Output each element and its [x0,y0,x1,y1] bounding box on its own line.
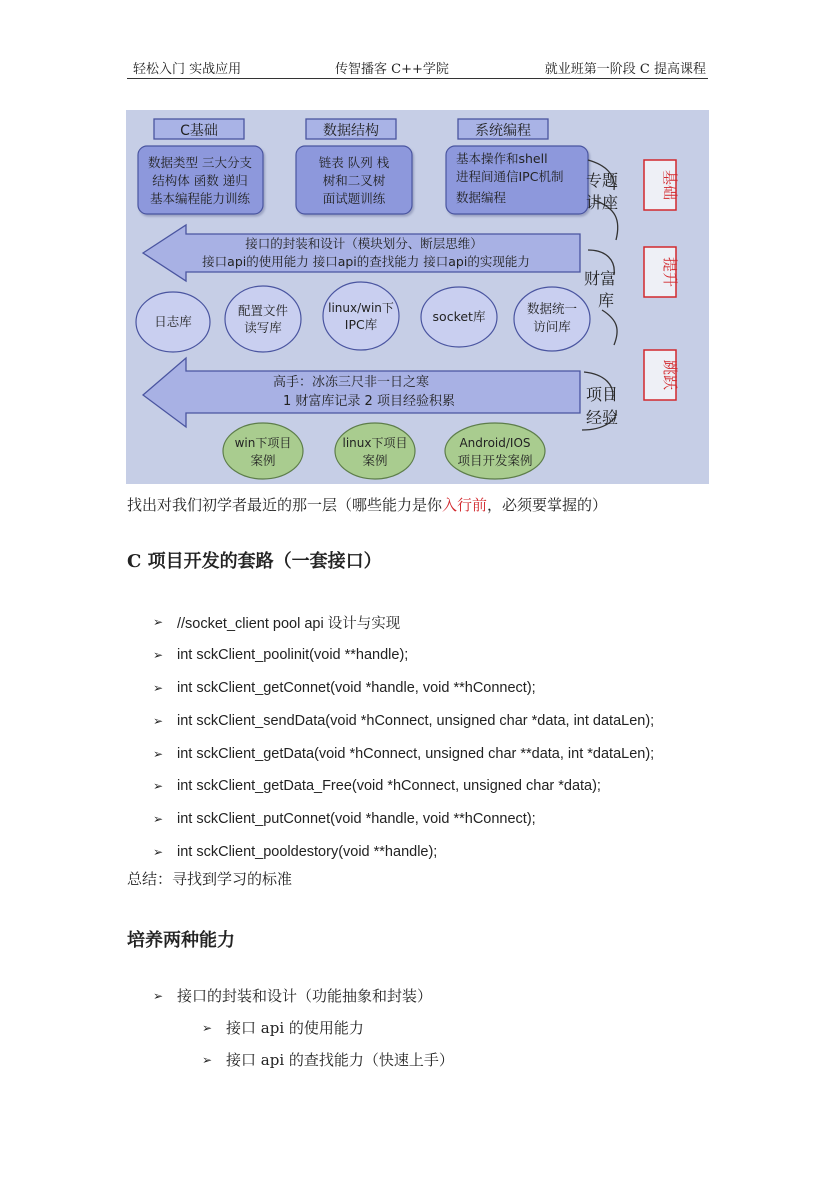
project-win [223,423,303,479]
project-mobile [445,423,545,479]
list-item [153,770,654,803]
lib-line: 配置文件 [237,303,289,318]
stamp-char: 跳跃 [661,359,679,391]
header-left: 轻松入门 实战应用 [133,62,242,77]
arrow-line: 接口api的使用能力 接口api的查找能力 接口api的实现能力 [202,254,530,269]
stamp-leap [644,350,679,400]
page-header [127,56,708,79]
project-line: linux下项目 [342,436,408,450]
project-line: 案例 [362,453,388,468]
box-line: 进程间通信IPC机制 [456,169,564,184]
side-line: 库 [598,291,615,310]
arrow-bullet-icon: ➢ [153,713,164,728]
box-line: 基本编程能力训练 [149,191,251,206]
section-title-project-method: C 项目开发的套路（一套接口） [127,551,382,572]
arrow-bullet-icon: ➢ [153,680,164,695]
list-item [153,704,654,737]
side-label-wealth-library [584,269,616,310]
list-item [153,737,654,770]
box-line: 树和二叉树 [322,173,386,188]
side-line: 项目 [586,385,619,404]
lib-line: 日志库 [154,314,192,329]
box-line: 面试题训练 [322,191,386,206]
list-item-text: //socket_client pool api 设计与实现 [177,615,401,632]
list-item [153,803,654,836]
ability-text: 接口的封装和设计（功能抽象和封装） [177,987,433,1005]
arrow-line: 接口的封装和设计（模块划分、断层思维） [245,236,483,251]
box-data-structures [296,146,412,214]
side-line: 经验 [586,408,619,427]
lib-line: 数据统一 [526,301,578,316]
project-line: win下项目 [234,436,292,450]
arrow-bullet-icon: ➢ [153,648,164,663]
lib-ipc [323,282,399,350]
ability-text: 接口 api 的使用能力 [226,1019,364,1037]
lib-line: 访问库 [533,319,571,334]
header-right: 就业班第一阶段 C 提高课程 [544,62,706,77]
tab-label: C基础 [180,123,218,139]
lib-data-access [514,287,590,351]
caption-text-after: ，必须要掌握的） [487,496,608,514]
list-item [153,639,654,672]
lib-line: linux/win下 [328,301,394,315]
list-item [153,606,654,639]
stamp-improve [644,247,679,297]
arrow-line: 1 财富库记录 2 项目经验积累 [283,394,455,409]
section-title-two-abilities: 培养两种能力 [127,930,235,951]
learning-path-diagram [126,110,709,484]
arrow-bullet-icon: ➢ [153,844,164,859]
list-item-text: int sckClient_sendData(void *hConnect, unsigned char *data, int dataLen); [177,712,655,729]
lib-line: 读写库 [244,320,282,335]
side-label-lectures [586,171,618,212]
list-item-text: int sckClient_getConnet(void *handle, void **hConnect); [177,679,536,696]
header-center: 传智播客 C++学院 [335,62,449,77]
lib-line: IPC库 [344,317,378,332]
lib-line: socket库 [432,309,486,324]
stamp-char: 提升 [661,256,679,288]
box-line: 基本操作和shell [456,151,548,166]
arrow-bullet-icon: ➢ [153,779,164,794]
lib-socket [421,287,497,347]
stamp-char: 基础 [661,169,679,201]
project-line: 项目开发案例 [457,453,533,468]
list-item-text: int sckClient_putConnet(void *handle, void **hConnect); [177,811,536,828]
side-label-project-experience [586,385,618,427]
caption-text-before: 找出对我们初学者最近的那一层（哪些能力是你 [127,496,443,514]
tab-label: 系统编程 [475,123,531,139]
arrow-bullet-icon: ➢ [153,615,164,630]
arrow-expert [143,358,580,427]
project-line: 案例 [250,453,276,468]
box-c-basics [138,146,263,214]
side-line: 财富 [584,269,617,288]
tab-c-basics [154,119,244,139]
box-line: 结构体 函数 递归 [152,173,248,188]
list-item [153,836,654,869]
tab-system-programming [458,119,548,139]
side-line: 讲座 [586,193,619,212]
list-item-text: int sckClient_pooldestory(void **handle); [177,843,438,860]
arrow-interface-design [143,225,580,281]
box-system-programming [446,146,588,214]
diagram-caption [127,494,607,515]
tab-label: 数据结构 [323,123,379,139]
ability-subitem [202,1049,454,1070]
ability-item [153,985,432,1006]
arrow-bullet-icon: ➢ [153,988,164,1003]
arrow-line: 高手：冰冻三尺非一日之寒 [272,375,430,390]
ability-text: 接口 api 的查找能力（快速上手） [226,1051,454,1069]
summary-text: 总结：寻找到学习的标准 [127,870,293,888]
project-line: Android/IOS [459,436,531,450]
box-line: 数据编程 [456,190,507,205]
list-item-text: int sckClient_getData(void *hConnect, unsigned char **data, int *dataLen); [177,745,655,762]
lib-log [136,292,210,352]
project-linux [335,423,415,479]
list-item [153,672,654,705]
tab-data-structures [306,119,396,139]
lib-config-file [225,286,301,352]
ability-subitem [202,1017,364,1038]
arrow-bullet-icon: ➢ [153,812,164,827]
arrow-bullet-icon: ➢ [202,1052,213,1067]
arrow-bullet-icon: ➢ [153,746,164,761]
side-line: 专题 [586,171,619,190]
box-line: 链表 队列 栈 [318,155,390,170]
stamp-foundation [644,160,679,210]
arrow-bullet-icon: ➢ [202,1020,213,1035]
box-line: 数据类型 三大分支 [148,155,252,170]
list-item-text: int sckClient_poolinit(void **handle); [177,647,409,664]
list-item-text: int sckClient_getData_Free(void *hConnect, unsigned char *data); [177,778,601,795]
caption-highlight: 入行前 [442,496,488,514]
api-list [153,606,654,868]
